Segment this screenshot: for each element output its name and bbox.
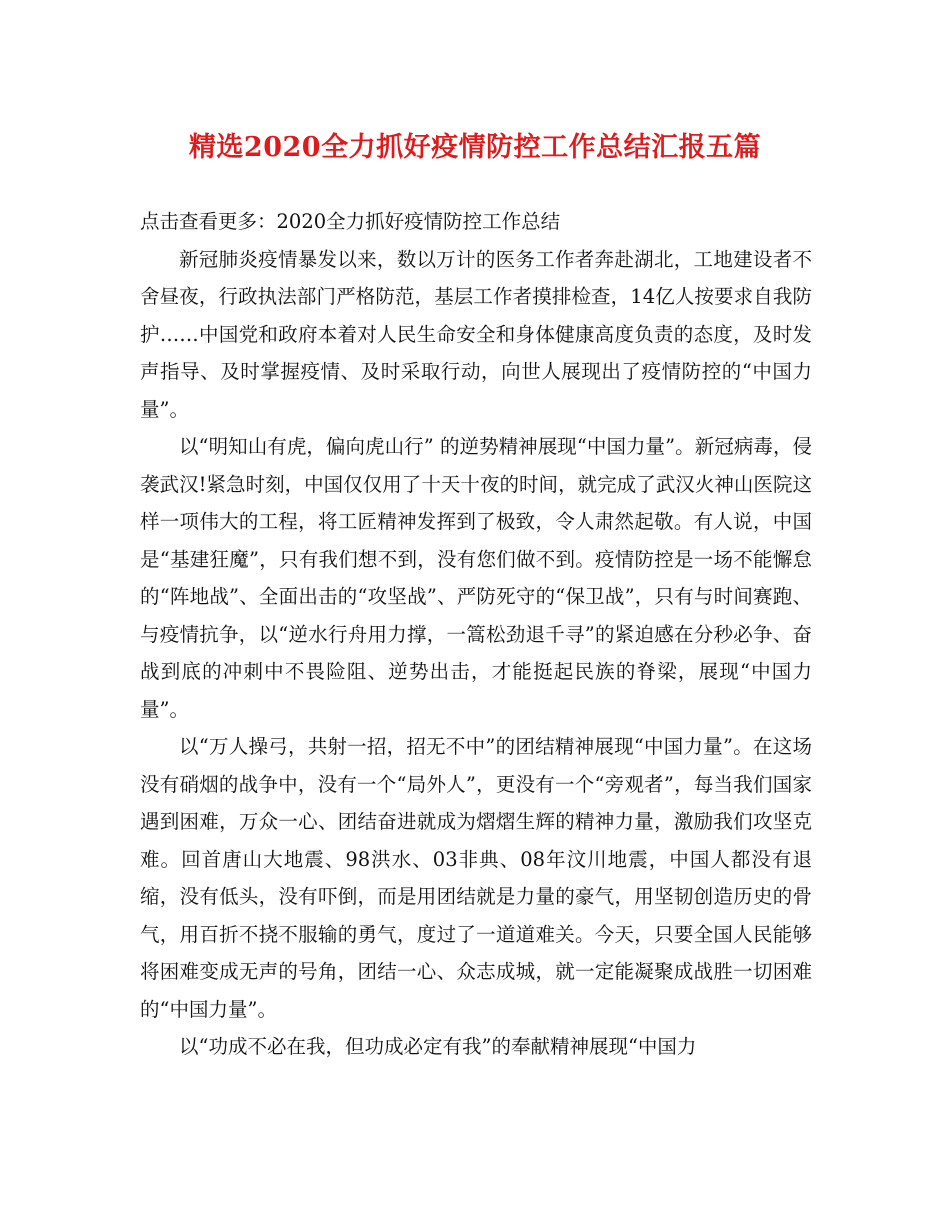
document-title: 精选2020全力抓好疫情防控工作总结汇报五篇 xyxy=(188,132,762,163)
paragraph-unity-spirit: 以“万人操弓，共射一招，招无不中”的团结精神展现“中国力量”。在这场没有硝烟的战争中，没有一个“局外人”，更没有一个“旁观者”，每当我们国家遇到困难，万众一心、团结奋进就成为熠熠生辉的精神力量，激励我们攻坚克难。回首唐山大地震、98洪水、03非典、08年汶川地震，中国人都没有退缩，没有低头，没有吓倒，而是用团结就是力量的豪气，用坚韧创造历史的骨气，用百折不挠不服输的勇气，度过了一道道难关。今天，只要全国人民能够将困难变成无声的号角，团结一心、众志成城，就一定能凝聚成战胜一切困难的“中国力量”。 xyxy=(140,735,812,1021)
paragraph-intro: 新冠肺炎疫情暴发以来，数以万计的医务工作者奔赴湖北，工地建设者不舍昼夜，行政执法部门严格防范，基层工作者摸排检查，14亿人按要求自我防护……中国党和政府本着对人民生命安全和身体健康高度负责的态度，及时发声指导、及时掌握疫情、及时采取行动，向世人展现出了疫情防控的“中国力量”。 xyxy=(140,247,812,421)
more-link[interactable]: 点击查看更多：2020全力抓好疫情防控工作总结 xyxy=(140,210,561,233)
paragraph-dedication-spirit: 以“功成不必在我，但功成必定有我”的奉献精神展现“中国力 xyxy=(179,1035,697,1058)
document-body xyxy=(140,203,812,1066)
paragraph-counter-trend-spirit: 以“明知山有虎，偏向虎山行” 的逆势精神展现“中国力量”。新冠病毒，侵袭武汉!紧急时刻，中国仅仅用了十天十夜的时间，就完成了武汉火神山医院这样一项伟大的工程，将工匠精神发挥到了极致，令人肃然起敬。有人说，中国是“基建狂魔”，只有我们想不到，没有您们做不到。疫情防控是一场不能懈怠的“阵地战”、全面出击的“攻坚战”、严防死守的“保卫战”，只有与时间赛跑、与疫情抗争，以“逆水行舟用力撑，一篙松劲退千寻”的紧迫感在分秒必争、奋战到底的冲刺中不畏险阻、逆势出击，才能挺起民族的脊梁，展现“中国力量”。 xyxy=(140,435,812,721)
